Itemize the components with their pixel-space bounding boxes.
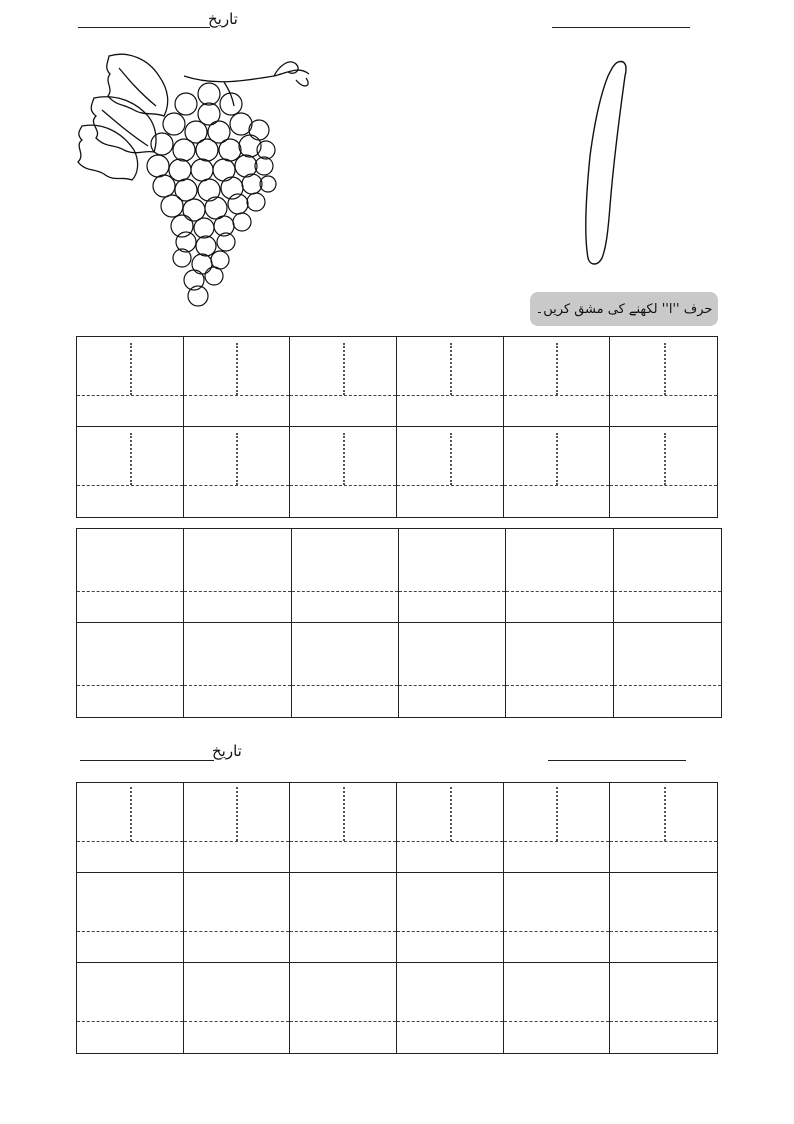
practice-cell[interactable] [614, 529, 721, 623]
practice-cell[interactable] [610, 963, 717, 1053]
date-label-top: تاریخ [208, 10, 238, 28]
practice-cell[interactable] [397, 873, 504, 963]
baseline [184, 685, 290, 686]
baseline [397, 485, 503, 486]
practice-cell[interactable] [614, 623, 721, 717]
practice-cell[interactable] [292, 529, 399, 623]
baseline [77, 591, 183, 592]
baseline [292, 685, 398, 686]
baseline [184, 485, 290, 486]
dotted-guide [236, 787, 238, 841]
baseline [290, 1021, 396, 1022]
baseline [77, 841, 183, 842]
practice-cell[interactable] [290, 783, 397, 873]
dotted-guide [236, 343, 238, 395]
baseline [184, 1021, 290, 1022]
dotted-guide [236, 433, 238, 485]
dotted-guide [664, 343, 666, 395]
baseline [397, 1021, 503, 1022]
dotted-guide [343, 433, 345, 485]
baseline [610, 395, 717, 396]
practice-cell[interactable] [184, 783, 291, 873]
name-line-bottom [548, 760, 686, 761]
baseline [397, 931, 503, 932]
practice-cell[interactable] [292, 623, 399, 717]
baseline [610, 485, 717, 486]
practice-cell[interactable] [77, 529, 184, 623]
practice-cell[interactable] [290, 963, 397, 1053]
practice-grid-bottom [76, 782, 718, 1054]
baseline [506, 591, 612, 592]
practice-cell[interactable] [504, 427, 611, 517]
practice-cell[interactable] [504, 873, 611, 963]
practice-grid-top [76, 528, 722, 718]
instruction-box [530, 292, 718, 326]
practice-cell[interactable] [610, 427, 717, 517]
practice-cell[interactable] [610, 783, 717, 873]
baseline [184, 591, 290, 592]
baseline [290, 841, 396, 842]
baseline [77, 485, 183, 486]
practice-cell[interactable] [290, 873, 397, 963]
practice-cell[interactable] [399, 623, 506, 717]
date-label-bottom: تاریخ [212, 742, 242, 760]
practice-cell[interactable] [184, 963, 291, 1053]
baseline [184, 841, 290, 842]
practice-cell[interactable] [399, 529, 506, 623]
practice-cell[interactable] [184, 427, 291, 517]
practice-cell[interactable] [77, 963, 184, 1053]
baseline [504, 931, 610, 932]
baseline [399, 591, 505, 592]
baseline [77, 395, 183, 396]
practice-cell[interactable] [397, 427, 504, 517]
baseline [614, 591, 721, 592]
practice-cell[interactable] [506, 623, 613, 717]
practice-cell[interactable] [610, 337, 717, 427]
dotted-guide [664, 787, 666, 841]
baseline [614, 685, 721, 686]
baseline [397, 395, 503, 396]
letter-alif-outline [578, 56, 634, 268]
practice-cell[interactable] [77, 873, 184, 963]
dotted-guide [130, 787, 132, 841]
baseline [184, 931, 290, 932]
grapes-illustration [74, 46, 324, 314]
instruction-text: حرف ''ا'' لکھنے کی مشق کریں۔ [535, 301, 713, 317]
practice-cell[interactable] [610, 873, 717, 963]
baseline [504, 395, 610, 396]
name-line-top [552, 27, 690, 28]
baseline [77, 1021, 183, 1022]
dotted-guide [556, 343, 558, 395]
dotted-guide [664, 433, 666, 485]
date-line-top [78, 27, 210, 28]
date-line-bottom [80, 760, 214, 761]
baseline [290, 395, 396, 396]
dotted-guide [130, 343, 132, 395]
practice-cell[interactable] [397, 783, 504, 873]
baseline [184, 395, 290, 396]
baseline [610, 931, 717, 932]
practice-cell[interactable] [397, 337, 504, 427]
baseline [504, 1021, 610, 1022]
tracing-grid-top [76, 336, 718, 518]
dotted-guide [343, 343, 345, 395]
practice-cell[interactable] [504, 783, 611, 873]
baseline [610, 841, 717, 842]
practice-cell[interactable] [184, 623, 291, 717]
practice-cell[interactable] [504, 337, 611, 427]
practice-cell[interactable] [397, 963, 504, 1053]
baseline [77, 685, 183, 686]
baseline [610, 1021, 717, 1022]
practice-cell[interactable] [77, 783, 184, 873]
baseline [504, 841, 610, 842]
dotted-guide [450, 343, 452, 395]
baseline [290, 485, 396, 486]
dotted-guide [130, 433, 132, 485]
practice-cell[interactable] [504, 963, 611, 1053]
practice-cell[interactable] [184, 529, 291, 623]
practice-cell[interactable] [290, 337, 397, 427]
baseline [397, 841, 503, 842]
practice-cell[interactable] [77, 337, 184, 427]
dotted-guide [450, 787, 452, 841]
baseline [292, 591, 398, 592]
practice-cell[interactable] [77, 427, 184, 517]
practice-cell[interactable] [184, 873, 291, 963]
practice-cell[interactable] [290, 427, 397, 517]
baseline [399, 685, 505, 686]
practice-cell[interactable] [77, 623, 184, 717]
practice-cell[interactable] [506, 529, 613, 623]
dotted-guide [556, 787, 558, 841]
baseline [504, 485, 610, 486]
dotted-guide [450, 433, 452, 485]
dotted-guide [343, 787, 345, 841]
baseline [290, 931, 396, 932]
dotted-guide [556, 433, 558, 485]
baseline [506, 685, 612, 686]
baseline [77, 931, 183, 932]
practice-cell[interactable] [184, 337, 291, 427]
